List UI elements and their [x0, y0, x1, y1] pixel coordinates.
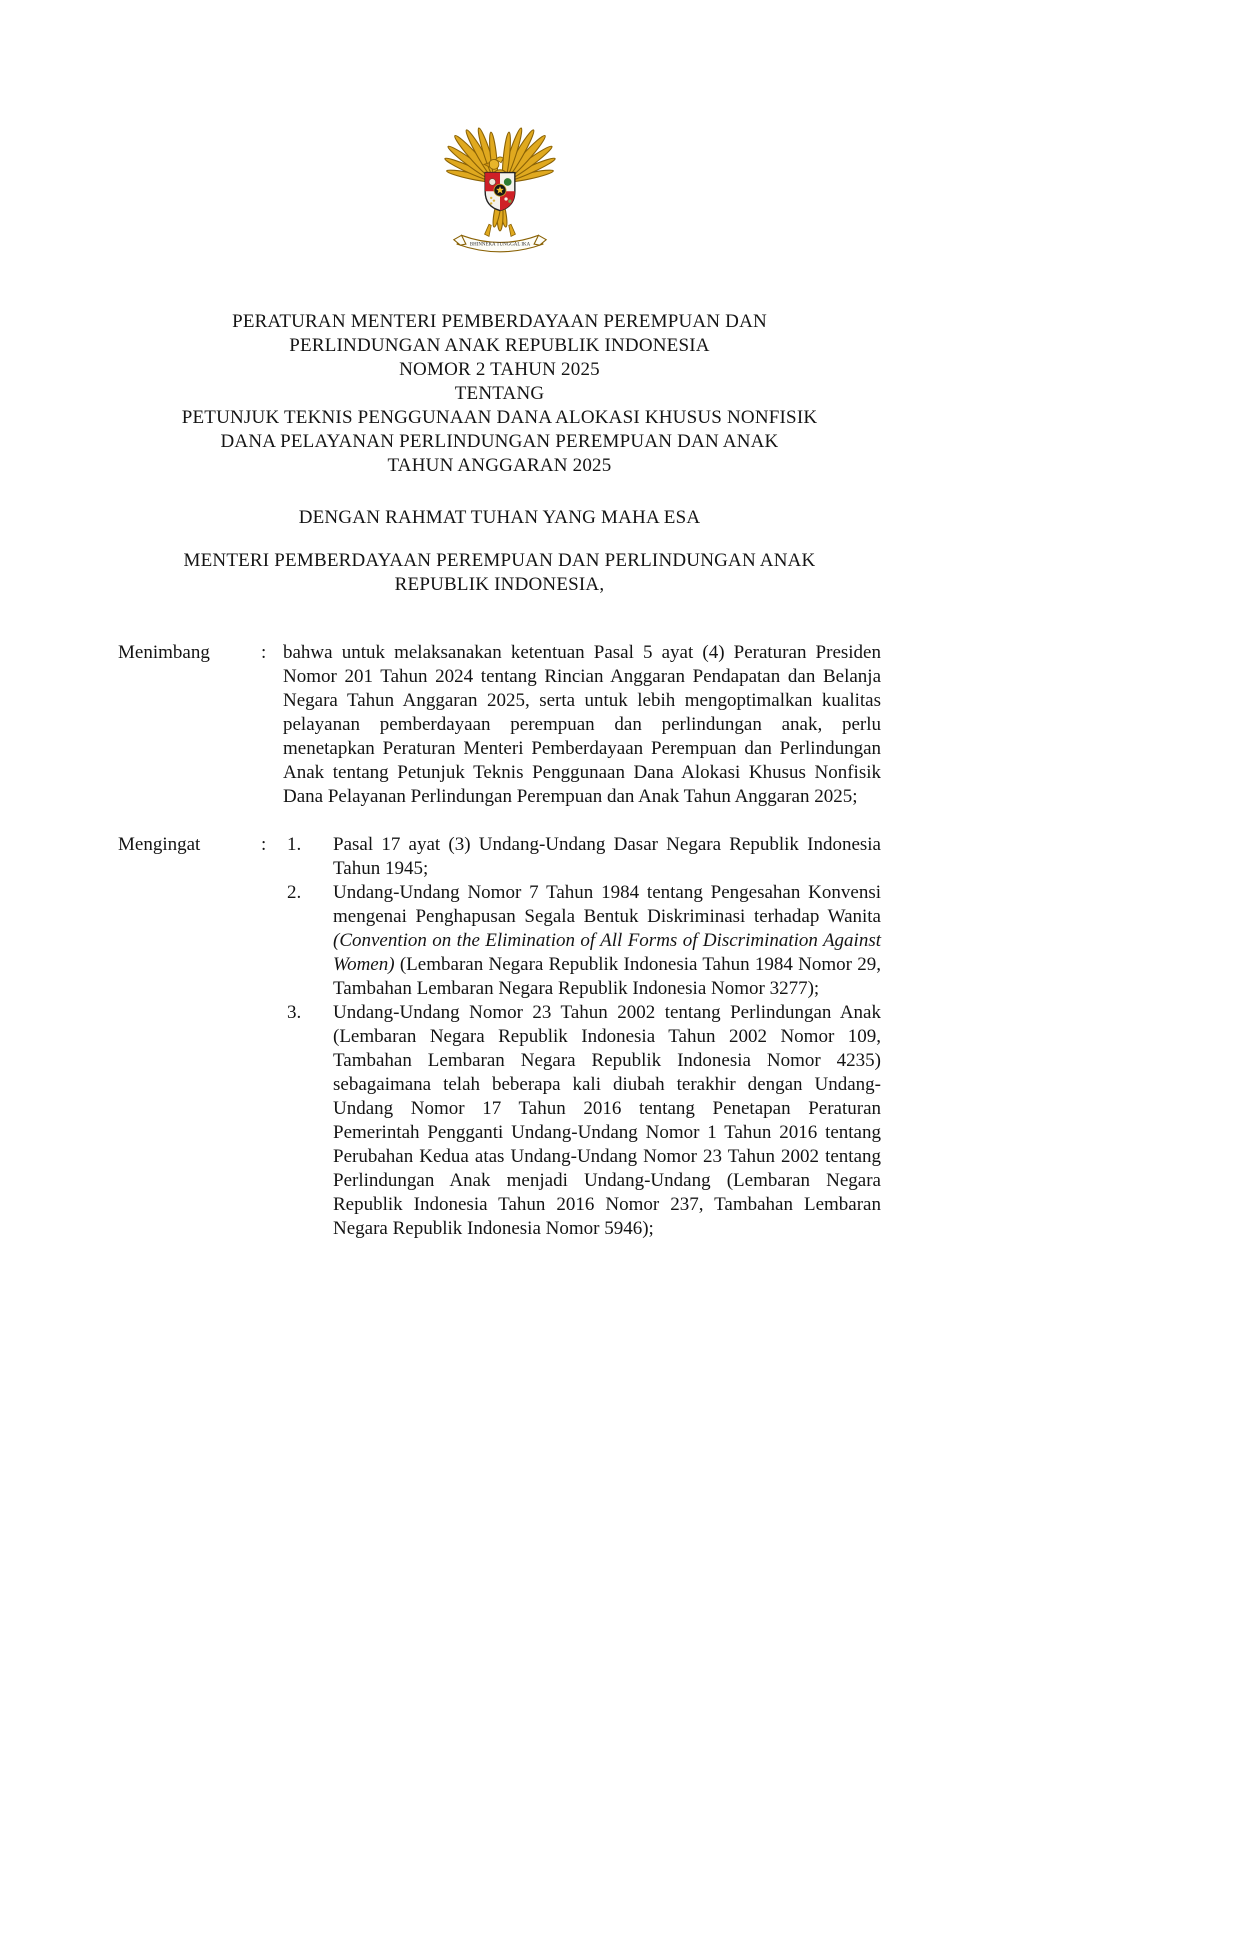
- legal-reference-item-1: [283, 833, 881, 881]
- title-line-3: NOMOR 2 TAHUN 2025: [399, 359, 600, 380]
- menimbang-section: [118, 641, 881, 809]
- mengingat-list: [283, 833, 881, 1241]
- item-text-regular: Undang-Undang Nomor 7 Tahun 1984 tentang Pengesahan Konvensi mengenai Penghapusan Segala Bentuk Diskriminasi terhadap Wanita: [333, 882, 881, 927]
- authority-line-1: MENTERI PEMBERDAYAAN PEREMPUAN DAN PERLINDUNGAN ANAK: [183, 550, 816, 571]
- menimbang-label: Menimbang: [118, 642, 210, 663]
- pancasila-shield: [485, 173, 515, 211]
- document-title: [118, 310, 881, 478]
- menimbang-colon: :: [261, 642, 267, 663]
- title-line-5: PETUNJUK TEKNIS PENGGUNAAN DANA ALOKASI KHUSUS NONFISIK: [181, 407, 818, 428]
- title-line-2: PERLINDUNGAN ANAK REPUBLIK INDONESIA: [289, 335, 710, 356]
- item-text-italic: (Convention on the Elimination of All Forms of Discrimination Against Women): [333, 930, 881, 975]
- title-line-4: TENTANG: [454, 383, 545, 404]
- item-number: 2.: [287, 882, 302, 903]
- motto-text: BHINNEKA TUNGGAL IKA: [469, 242, 530, 248]
- legal-reference-item-2: [283, 881, 881, 1001]
- authority-block: [118, 549, 881, 597]
- title-line-1: PERATURAN MENTERI PEMBERDAYAAN PEREMPUAN DAN: [232, 311, 767, 332]
- item-number: 3.: [287, 1002, 302, 1023]
- mengingat-section: [118, 833, 881, 1241]
- item-text: [333, 881, 881, 1001]
- item-text: Pasal 17 ayat (3) Undang-Undang Dasar Negara Republik Indonesia Tahun 1945;: [333, 834, 881, 879]
- item-number: 1.: [287, 834, 302, 855]
- mengingat-colon: :: [261, 834, 267, 855]
- title-line-6: DANA PELAYANAN PERLINDUNGAN PEREMPUAN DAN ANAK: [220, 431, 779, 452]
- item-text: Undang-Undang Nomor 23 Tahun 2002 tentang Perlindungan Anak (Lembaran Negara Republik Indonesia Tahun 2002 Nomor 109, Tambahan Lembaran Negara Republik Indonesia Nomor 4235) sebagaimana telah beberapa kali diubah terakhir dengan Undang-Undang Nomor 17 Tahun 2016 tentang Penetapan Peraturan Pemerintah Pengganti Undang-Undang Nomor 1 Tahun 2016 tentang Perubahan Kedua atas Undang-Undang Nomor 23 Tahun 2002 tentang Perlindungan Anak menjadi Undang-Undang (Lembaran Negara Republik Indonesia Tahun 2016 Nomor 237, Tambahan Lembaran Negara Republik Indonesia Nomor 5946);: [333, 1002, 881, 1239]
- item-text-regular: (Lembaran Negara Republik Indonesia Tahun 1984 Nomor 29, Tambahan Lembaran Negara Republik Indonesia Nomor 3277);: [333, 954, 881, 999]
- title-line-7: TAHUN ANGGARAN 2025: [387, 455, 612, 476]
- mengingat-label: Mengingat: [118, 834, 201, 855]
- invocation-line: DENGAN RAHMAT TUHAN YANG MAHA ESA: [298, 507, 701, 528]
- legal-reference-item-3: [283, 1001, 881, 1241]
- menimbang-text: bahwa untuk melaksanakan ketentuan Pasal 5 ayat (4) Peraturan Presiden Nomor 201 Tahun 2024 tentang Rincian Anggaran Pendapatan dan Belanja Negara Tahun Anggaran 2025, serta untuk lebih mengoptimalkan kualitas pelayanan pemberdayaan perempuan dan perlindungan anak, perlu menetapkan Peraturan Menteri Pemberdayaan Perempuan dan Perlindungan Anak tentang Petunjuk Teknis Penggunaan Dana Alokasi Khusus Nonfisik Dana Pelayanan Perlindungan Perempuan dan Anak Tahun Anggaran 2025;: [283, 642, 881, 807]
- emblem-container: [118, 112, 881, 264]
- authority-line-2: REPUBLIK INDONESIA,: [394, 574, 605, 595]
- document-content: [118, 0, 881, 1241]
- garuda-pancasila-emblem: [434, 112, 566, 264]
- motto-banner: [453, 235, 545, 252]
